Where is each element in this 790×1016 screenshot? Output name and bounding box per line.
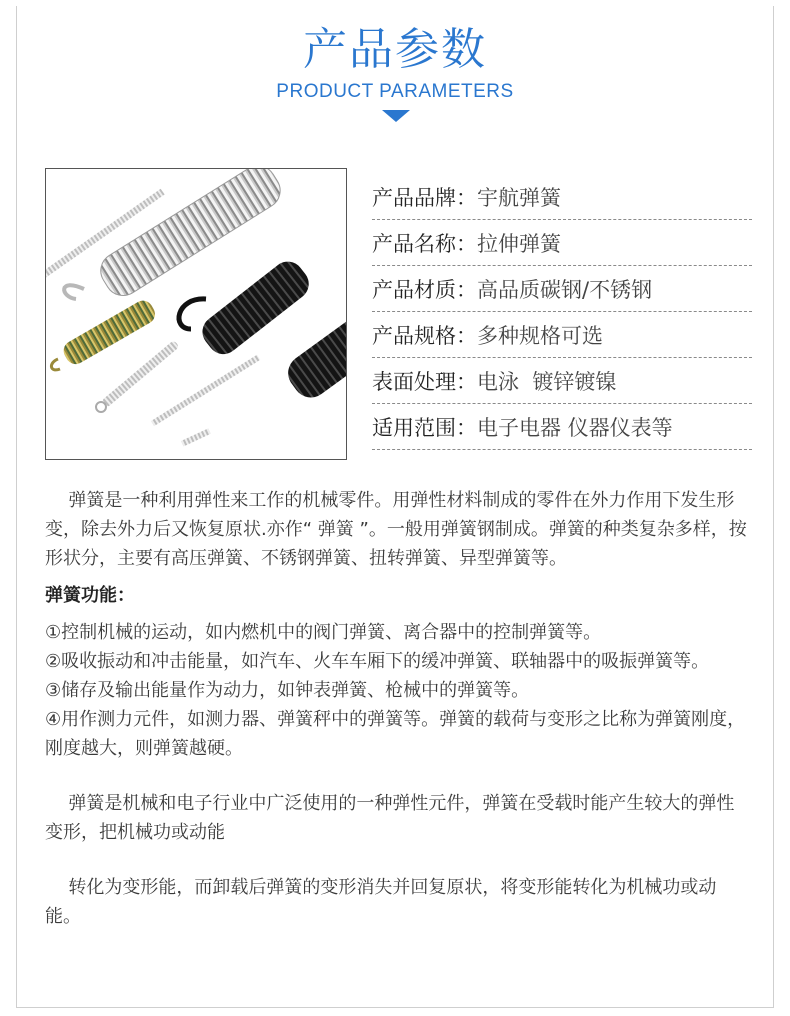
param-list [372,174,752,450]
param-key: 产品名称： [372,232,477,256]
spacer [45,847,750,873]
param-row-name [372,220,752,266]
function-item: ①控制机械的运动，如内燃机中的阀门弹簧、离合器中的控制弹簧等。 [45,622,602,643]
intro-paragraph: 弹簧是一种利用弹性来工作的机械零件。用弹性材料制成的零件在外力作用下发生形变，除去外力后又恢复原状.亦作“ 弹簧 ”。一般用弹簧钢制成。弹簧的种类复杂多样，按形状分，主要有高压弹簧、不锈钢弹簧、扭转弹簧、异型弹簧等。 [45,490,747,569]
param-key: 适用范围： [372,416,477,440]
function-item: ③储存及输出能量作为动力，如钟表弹簧、枪械中的弹簧等。 [45,680,530,701]
param-row-surface [372,358,752,404]
paragraph-3: 转化为变形能，而卸载后弹簧的变形消失并回复原状，将变形能转化为机械功或动能。 [45,877,717,927]
param-row-spec [372,312,752,358]
param-value: 高品质碳钢/不锈钢 [477,278,653,302]
function-item: ②吸收振动和冲击能量，如汽车、火车车厢下的缓冲弹簧、联轴器中的吸振弹簧等。 [45,651,710,672]
function-item: ④用作测力元件，如测力器、弹簧秤中的弹簧等。弹簧的载荷与变形之比称为弹簧刚度，刚度越大，则弹簧越硬。 [45,709,746,759]
param-key: 表面处理： [372,370,477,394]
param-row-material [372,266,752,312]
param-row-brand [372,174,752,220]
section-title-en: PRODUCT PARAMETERS [276,81,514,102]
paragraph-2: 弹簧是机械和电子行业中广泛使用的一种弹性元件，弹簧在受载时能产生较大的弹性变形，把机械功或动能 [45,793,735,843]
param-row-usage [372,404,752,450]
spacer [45,763,750,789]
param-value: 拉伸弹簧 [477,232,561,256]
description [45,486,750,931]
functions-heading: 弹簧功能： [45,585,135,606]
product-photo [45,168,347,460]
param-key: 产品品牌： [372,186,477,210]
down-arrow-icon [382,110,410,122]
section-title-cn: 产品参数 [303,24,487,75]
param-key: 产品材质： [372,278,477,302]
param-value: 电子电器 仪器仪表等 [477,416,673,440]
param-value: 多种规格可选 [477,324,603,348]
param-value: 宇航弹簧 [477,186,561,210]
param-value: 电泳 镀锌镀镍 [477,370,617,394]
param-key: 产品规格： [372,324,477,348]
